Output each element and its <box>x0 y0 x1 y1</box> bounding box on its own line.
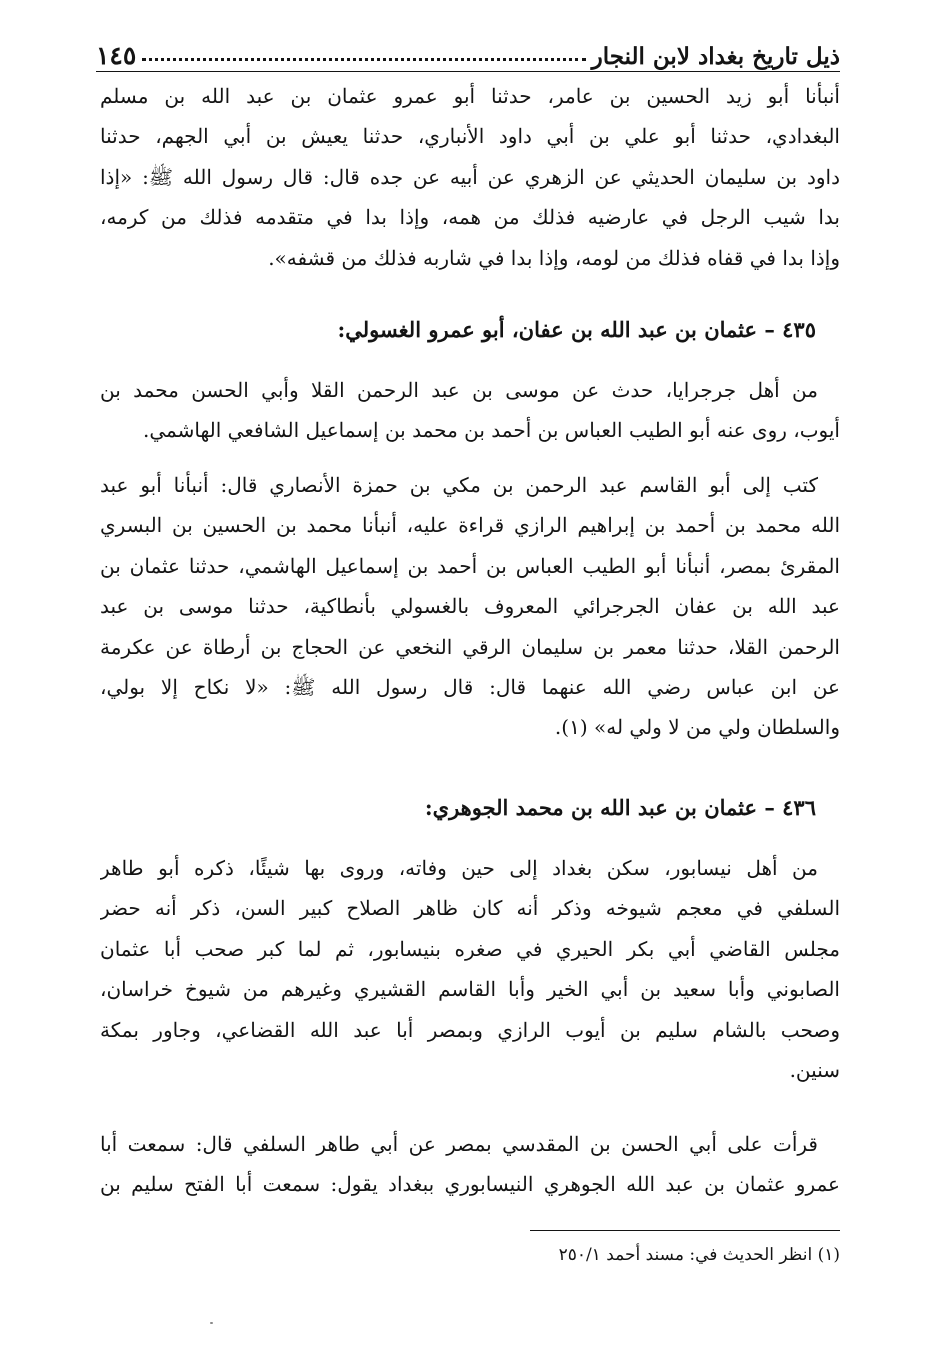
text-line: من أهل نيسابور، سكن بغداد إلى حين وفاته، وروى بها شيئًا، ذكره أبو طاهر <box>100 856 818 880</box>
text-line: بدا شيب الرجل في عارضيه فذلك من همه، وإذا بدا في متقدمه فذلك من كرمه، <box>100 205 840 230</box>
text-line: قرأت على أبي الحسن بن المقدسي بمصر عن أبي طاهر السلفي قال: سمعت أبا <box>100 1132 818 1156</box>
continuation-paragraph <box>100 76 840 278</box>
text-line: البغدادي، حدثنا أبو علي بن أبي داود الأنباري، حدثنا يعيش بن أبي الجهم، حدثنا <box>100 124 840 149</box>
scan-speck <box>210 1322 213 1324</box>
text-line: عن ابن عباس رضي الله عنهما قال: قال رسول الله ﷺ: «لا نكاح إلا بولي، <box>100 674 840 699</box>
text-line: وصحب بالشام سليم بن أيوب الرازي وبمصر أبا عبد الله القضاعي، وجاور بمكة <box>100 1017 840 1042</box>
text-line: وإذا بدا في قفاه فذلك من لومه، وإذا بدا في شاربه فذلك من قشفه». <box>268 245 840 270</box>
text-line: الرحمن القلا، حدثنا معمر بن سليمان الرقي النخعي عن الحجاج بن أرطاة عن عكرمة <box>100 634 840 659</box>
entry-435-heading: ٤٣٥ – عثمان بن عبد الله بن عفان، أبو عمرو الغسولي: <box>337 317 816 342</box>
text-line: المقرئ بمصر، أنبأنا أبو الطيب العباس بن أحمد بن إسماعيل الهاشمي، حدثنا عثمان بن <box>100 553 840 578</box>
text-line: عمرو عثمان بن عبد الله الجوهري النيسابوري ببغداد يقول: سمعت أبا الفتح سليم بن <box>100 1172 840 1197</box>
footnote-rule <box>530 1230 840 1231</box>
running-title: ذيل تاريخ بغداد لابن النجار <box>591 43 840 70</box>
text-line: عبد الله بن عفان الجرجرائي المعروف بالغسولي بأنطاكية، حدثنا موسى بن عبد <box>100 594 840 619</box>
header-dot-leader <box>142 58 585 61</box>
page-number: ١٤٥ <box>96 41 137 70</box>
entry-436-isnad <box>100 1124 840 1205</box>
text-line: والسلطان ولي من لا ولي له» (١). <box>554 715 840 740</box>
entry-436-bio <box>100 848 840 1090</box>
page-header <box>96 28 840 70</box>
text-line: الله محمد بن أحمد بن إبراهيم الرازي قراءة عليه، أنبأنا محمد بن الحسين بن البسري <box>100 513 840 538</box>
text-line: الصابوني وأبا سعيد بن أبي الخير وأبا القاسم القشيري وغيرهم من شيوخ خراسان، <box>100 977 840 1002</box>
entry-435-isnad <box>100 465 840 748</box>
text-line: أنبأنا أبو زيد الحسين بن عامر، حدثنا أبو عمرو عثمان بن عبد الله بن مسلم <box>100 84 840 108</box>
text-line: من أهل جرجرايا، حدث عن موسى بن عبد الرحمن القلا وأبي الحسن محمد بن <box>100 378 818 402</box>
footnote: (١) انظر الحديث في: مسند أحمد ٢٥٠/١ <box>558 1245 840 1265</box>
text-line: سنين. <box>789 1057 840 1082</box>
entry-436-heading: ٤٣٦ – عثمان بن عبد الله بن محمد الجوهري: <box>424 795 816 820</box>
text-line: أيوب، روى عنه أبو الطيب العباس بن أحمد بن محمد بن إسماعيل الشافعي الهاشمي. <box>143 418 840 443</box>
text-line: مجلس القاضي أبي بكر الحيري في صغره بنيسابور، ثم لما كبر صحب أبا عثمان <box>100 936 840 961</box>
entry-435-bio <box>100 370 840 451</box>
text-line: داود بن سليمان الحديثي عن الزهري عن أبيه عن جده قال: قال رسول الله ﷺ: «إذا <box>100 164 840 189</box>
text-line: كتب إلى أبو القاسم عبد الرحمن بن مكي بن حمزة الأنصاري قال: أنبأنا أبو عبد <box>100 473 818 497</box>
text-line: السلفي في معجم شيوخه وذكر أنه كان ظاهر الصلاح كبير السن، ذكر أنه حضر <box>100 896 840 921</box>
header-rule <box>96 71 840 72</box>
